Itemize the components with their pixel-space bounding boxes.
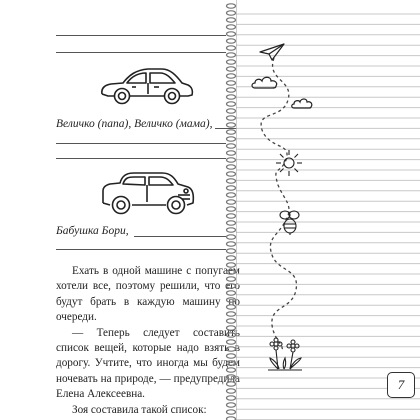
cloud-icon <box>250 74 280 90</box>
story-paragraph-1: Ехать в одной машине с попугаем хотели все, поэтому решили, что его будут брать в каждую машину по очереди. <box>56 265 240 324</box>
paper-plane-icon <box>258 42 286 62</box>
mini-car-icon <box>98 165 198 221</box>
caption-grandma <box>56 225 129 237</box>
caption-parents <box>56 118 237 130</box>
notebook-page <box>236 0 420 420</box>
caption-parents-text: Величко (папа), Величко (мама), <box>56 118 213 130</box>
cloud-icon <box>290 96 314 110</box>
answer-line-1[interactable] <box>56 35 226 36</box>
answer-line-6[interactable] <box>56 249 226 250</box>
answer-line-5[interactable] <box>134 236 226 237</box>
car-icon <box>96 58 196 110</box>
sun-icon <box>274 148 304 178</box>
caption-grandma-text: Бабушка Бори, <box>56 225 129 237</box>
page-number: 7 <box>387 372 415 398</box>
answer-line-2[interactable] <box>56 52 226 53</box>
story-paragraph-2: — Теперь следует составить список вещей, которые надо взять в дорогу. Учтите, что иногда мы будем ночевать на природе, — предупредила Елена Алексеевна. <box>56 326 240 401</box>
answer-line-4[interactable] <box>56 158 226 159</box>
story-text <box>56 264 240 418</box>
story-paragraph-3: Зоя составила такой список: <box>72 403 207 416</box>
bee-icon <box>276 208 304 236</box>
flowers-icon <box>266 336 304 372</box>
spiral-binding <box>224 0 236 420</box>
answer-line-3[interactable] <box>56 143 226 144</box>
